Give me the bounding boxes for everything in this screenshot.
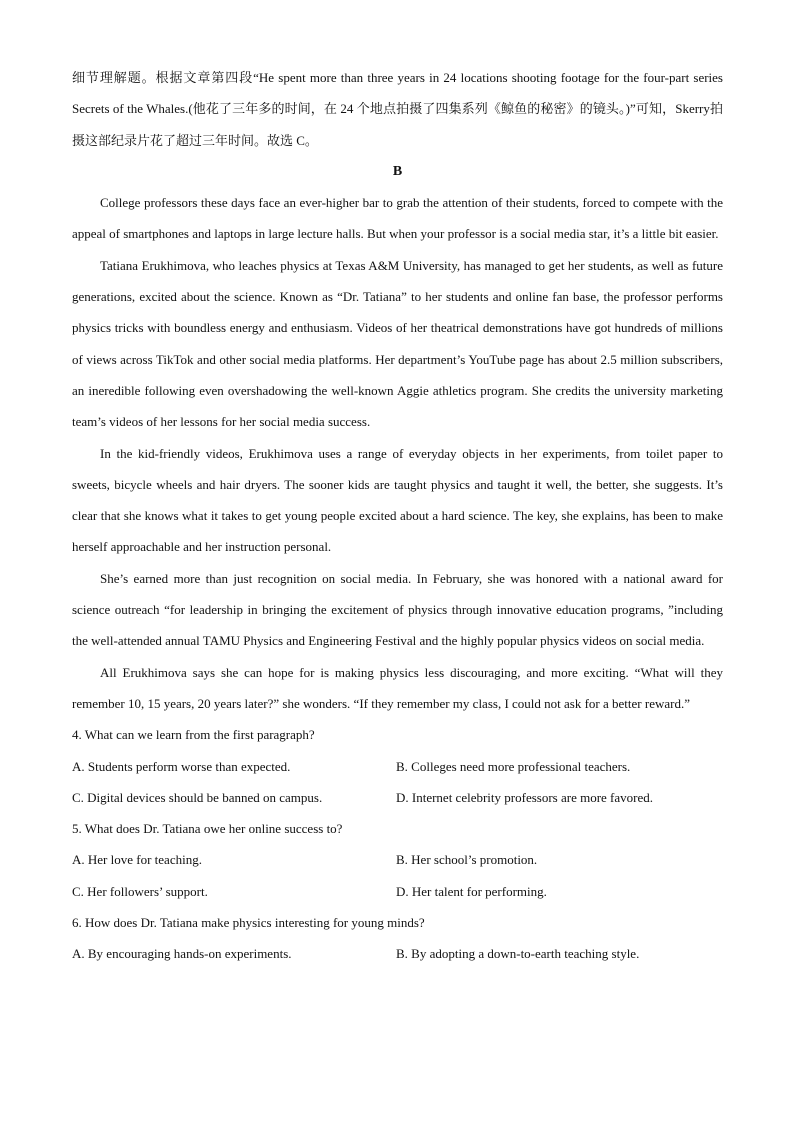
question-4 xyxy=(72,719,723,813)
option-b: B. By adopting a down-to-earth teaching style. xyxy=(396,946,640,962)
passage-paragraph: In the kid-friendly videos, Erukhimova uses a range of everyday objects in her experiments, from toilet paper to sweets, bicycle wheels and hair dryers. The sooner kids are taught physics and taught it well, the better, she suggests. It’s clear that she knows what it takes to get young people excited about a hard science. The key, she explains, has been to make herself approachable and her instruction personal. xyxy=(72,445,723,555)
question-options xyxy=(72,751,723,814)
question-5 xyxy=(72,813,723,907)
passage-paragraph: College professors these days face an ever-higher bar to grab the attention of their students, forced to compete with the appeal of smartphones and laptops in large lecture halls. But when your professor is a social media star, it’s a little bit easier. xyxy=(72,195,723,242)
question-stem: 5. What does Dr. Tatiana owe her online success to? xyxy=(72,821,343,837)
option-d: D. Internet celebrity professors are more favored. xyxy=(396,789,653,805)
option-a: A. Students perform worse than expected. xyxy=(72,758,291,774)
question-stem: 6. How does Dr. Tatiana make physics interesting for young minds? xyxy=(72,915,425,931)
option-a: A. Her love for teaching. xyxy=(72,852,202,868)
question-options xyxy=(72,844,723,907)
option-a: A. By encouraging hands-on experiments. xyxy=(72,946,292,962)
passage-paragraph: Tatiana Erukhimova, who leaches physics at Texas A&M University, has managed to get her students, as well as future generations, excited about the science. Known as “Dr. Tatiana” to her students and online fan base, the professor performs physics tricks with boundless energy and enthusiasm. Videos of her theatrical demonstrations have got hundreds of millions of views across TikTok and other social media platforms. Her department’s YouTube page has about 2.5 million subscribers, an ineredible following even overshadowing the well-known Aggie athletics program. She credits the university marketing team’s videos of her lessons for her social media success. xyxy=(72,257,723,430)
passage-paragraph: She’s earned more than just recognition on social media. In February, she was honored with a national award for science outreach “for leadership in bringing the excitement of physics through innovative education programs, ”including the well-attended annual TAMU Physics and Engineering Festival and the highly popular physics videos on social media. xyxy=(72,570,723,649)
question-6 xyxy=(72,907,723,970)
question-stem: 4. What can we learn from the first paragraph? xyxy=(72,727,315,743)
section-heading: B xyxy=(392,163,403,179)
option-d: D. Her talent for performing. xyxy=(396,883,547,899)
document-page xyxy=(72,62,723,970)
question-options xyxy=(72,938,723,969)
option-b: B. Colleges need more professional teachers. xyxy=(396,758,631,774)
reading-passage xyxy=(72,187,723,719)
answer-explanation: 细节理解题。根据文章第四段“He spent more than three years in 24 locations shooting footage for the four-part series Secrets of the Whales.(他花了三年多的时间，在 24 个地点拍摄了四集系列《鲸鱼的秘密》的镜头。)”可知，Skerry拍摄这部纪录片花了超过三年时间。故选 C。 xyxy=(72,70,723,148)
passage-paragraph: All Erukhimova says she can hope for is making physics less discouraging, and more exciting. “What will they remember 10, 15 years, 20 years later?” she wonders. “If they remember my class, I could not ask for a better reward.” xyxy=(72,664,723,711)
option-c: C. Digital devices should be banned on campus. xyxy=(72,789,323,805)
option-c: C. Her followers’ support. xyxy=(72,883,208,899)
option-b: B. Her school’s promotion. xyxy=(396,852,538,868)
